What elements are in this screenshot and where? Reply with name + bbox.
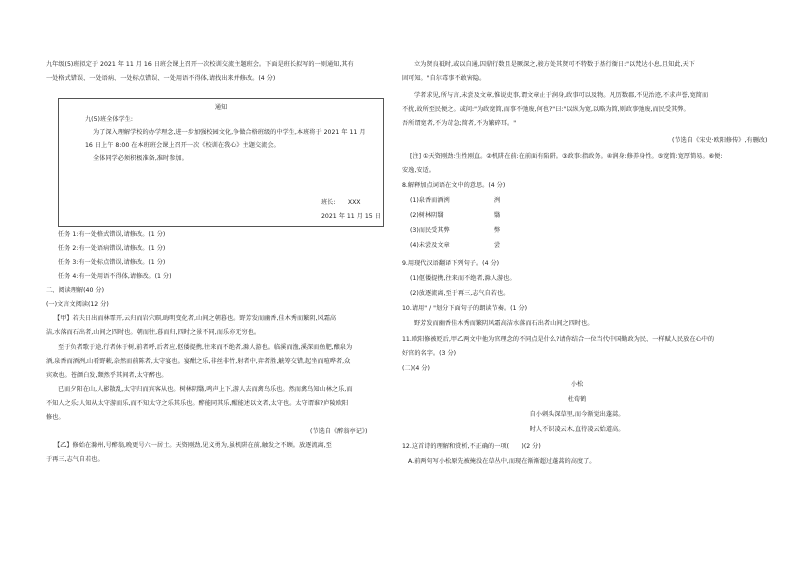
yi-line-2: 于再三,志气自若也。 (46, 456, 104, 463)
yi-cont-4: 不扰,故所至民便之。或问:"为政宽简,而事不弛废,何也?"曰:"以纵为宽,以略为简,则政事弛废,而民受其弊。 (402, 106, 690, 113)
yi-line-1: 【乙】修始在滁州,号醉翁,晚更号六一居士。天资刚劲,见义勇为,虽机阱在前,触发之不顾。放逐流离,至 (54, 442, 332, 449)
notice-body-1: 为了深入理解学校的办学理念,进一步加强校园文化,争做合格班级的中学生,本班将于 2021 年 11 月 (93, 129, 366, 136)
question-11-line-1: 11.欧阳修被贬后,甲乙两文中他为官理念的不同点是什么?请你结合一位当代中国勤政为民、一样赋人民放在心中的 (402, 336, 715, 343)
question-11-line-2: 好官的名字。(3 分) (402, 350, 457, 357)
notes-2: 安逸,安适。 (402, 167, 435, 174)
section-reading: 二、阅读理解(40 分) (46, 287, 104, 294)
notice-body-2: 16 日上午 8:00 在本班班会课上召开一次《校训在我心》主题交流会。 (85, 142, 280, 149)
yi-source: (节选自《宋史·欧阳修传》,有删改) (672, 137, 768, 144)
poem-line-2: 时人不识凌云木,直待凌云始道高。 (529, 426, 625, 433)
q10-item: 野芳发而幽香佳木秀而繁阴风霜高洁水落而石出者山间之四时也。 (414, 320, 594, 327)
task-4: 任务 4:有一处用语不得体,请修改。(1 分) (58, 273, 172, 280)
task-3: 任务 3:有一处标点错误,请修改。(1 分) (58, 259, 166, 266)
notes-1: [注] ①天资刚劲:生性刚直。②机阱在前:在前面有陷阱。③政事:指政务。④润身:修养身性。⑤宽简:宽厚简易。⑥便: (410, 153, 723, 160)
poem-line-1: 自小刺头深草里,而今渐觉出蓬蒿。 (529, 411, 625, 418)
jia-line-7: 不知人之乐;人知从太守游而乐,而不知太守之乐其乐也。醉能同其乐,醒能述以文者,太守也。太守谓谁?庐陵欧阳 (46, 400, 349, 407)
jia-line-8: 修也。 (46, 414, 65, 421)
jia-line-2: 洁,水落而石出者,山间之四时也。朝而往,暮而归,四时之景不同,而乐亦无穷也。 (46, 329, 261, 336)
q9-item-2: (2)放逐流离,至于再三,志气自若也。 (410, 290, 510, 297)
q8-item-2: (2)树林阴翳 (410, 212, 444, 219)
q8-item-1: (1)泉香而酒洌 (410, 197, 450, 204)
q8-item-3: (3)而民受其弊 (410, 227, 450, 234)
intro-line-1: 九年级(5)班拟定于 2021 年 11 月 16 日班会课上召开一次校训交流主题班会。下面是班长拟写的一则通知,其有 (46, 61, 354, 68)
yi-cont-1: 立为贤良祗时,或以自通,囚鼎行数且是厥深之,骏方处其贤可不特数于基行衙日:"以梵达小息,且知此,天下 (414, 61, 695, 68)
intro-line-2: 一处格式错误、一处语病、一处标点错误、一处用语不得体,请找出来并修改。(4 分) (46, 75, 276, 82)
yi-cont-5: 吾所谓宽者,不为苛急;简者,不为繁碎耳。" (402, 120, 517, 127)
q12-option-a: A.前两句写小松原先被掩没在草丛中,而现在渐渐超过蓬蒿的高度了。 (408, 458, 596, 465)
notice-recipient: 九(5)班全体学生: (85, 116, 133, 123)
section-classical: (一)文言文阅读(12 分) (46, 301, 109, 308)
yi-cont-3: 学者求见,所与言,未尝及文章,惟说吏事,谓文章止于润身,政事可以及物。凡历数郡,不见治迹,不求声誉,宽简而 (414, 92, 709, 99)
jia-line-6: 已而夕阳在山,人影散乱,太守归而宾客从也。树林阴翳,鸣声上下,游人去而禽鸟乐也。然而禽鸟知山林之乐,而 (58, 386, 353, 393)
jia-source: (节选自《醉翁亭记》) (310, 428, 368, 435)
notice-box (58, 98, 384, 227)
question-9: 9.用现代汉语翻译下列句子。(4 分) (402, 260, 500, 267)
jia-line-3: 至于负者歌于途,行者休于树,前者呼,后者应,伛偻提携,往来而不绝者,滁人游也。临溪而渔,溪深而鱼肥,酿泉为 (58, 344, 353, 351)
q8-word-4: 尝 (494, 242, 501, 249)
q9-item-1: (1)伛偻提携,往来而不绝者,滁人游也。 (410, 275, 516, 282)
question-10: 10.请用" / "划分下面句子的朗读节奏。(1 分) (402, 305, 528, 312)
poem-author: 杜荀鹤 (567, 396, 587, 403)
task-1: 任务 1:有一处格式错误,请修改。(1 分) (58, 231, 166, 238)
q8-word-3: 弊 (494, 227, 501, 234)
q8-word-1: 洌 (494, 197, 501, 204)
section-poem: (二)(4 分) (402, 365, 430, 372)
notice-title: 通知 (214, 104, 228, 111)
notice-body-3: 全体同学必须积极准备,准时参加。 (93, 155, 188, 162)
notice-date: 2021 年 11 月 15 日 (321, 213, 381, 220)
task-2: 任务 2:有一处语病错误,请修改。(1 分) (58, 245, 166, 252)
jia-line-4: 酒,泉香而酒洌,山肴野蔌,杂然而前陈者,太守宴也。宴酣之乐,非丝非竹,射者中,弈者胜,觥筹交错,起坐而喧哗者,众 (46, 358, 351, 365)
question-8: 8.解释加点词语在文中的意思。(4 分) (402, 182, 506, 189)
jia-line-1: 【甲】若夫日出而林霏开,云归而岩穴暝,晦明变化者,山间之朝暮也。野芳发而幽香,佳木秀而繁阴,风霜高 (54, 315, 337, 322)
notice-signature: 班长: XXX (321, 199, 361, 206)
q8-word-2: 翳 (494, 212, 501, 219)
yi-cont-2: 固可知。"自尔毒事不敢害隐。 (402, 75, 486, 82)
q8-item-4: (4)未尝及文章 (410, 242, 450, 249)
question-12: 12.这首诗的理解和赏析,不正确的一项( )(2 分) (402, 443, 541, 450)
poem-title: 小松 (570, 381, 584, 388)
jia-line-5: 宾欢也。苍颜白发,颓然乎其间者,太守醉也。 (46, 372, 168, 379)
